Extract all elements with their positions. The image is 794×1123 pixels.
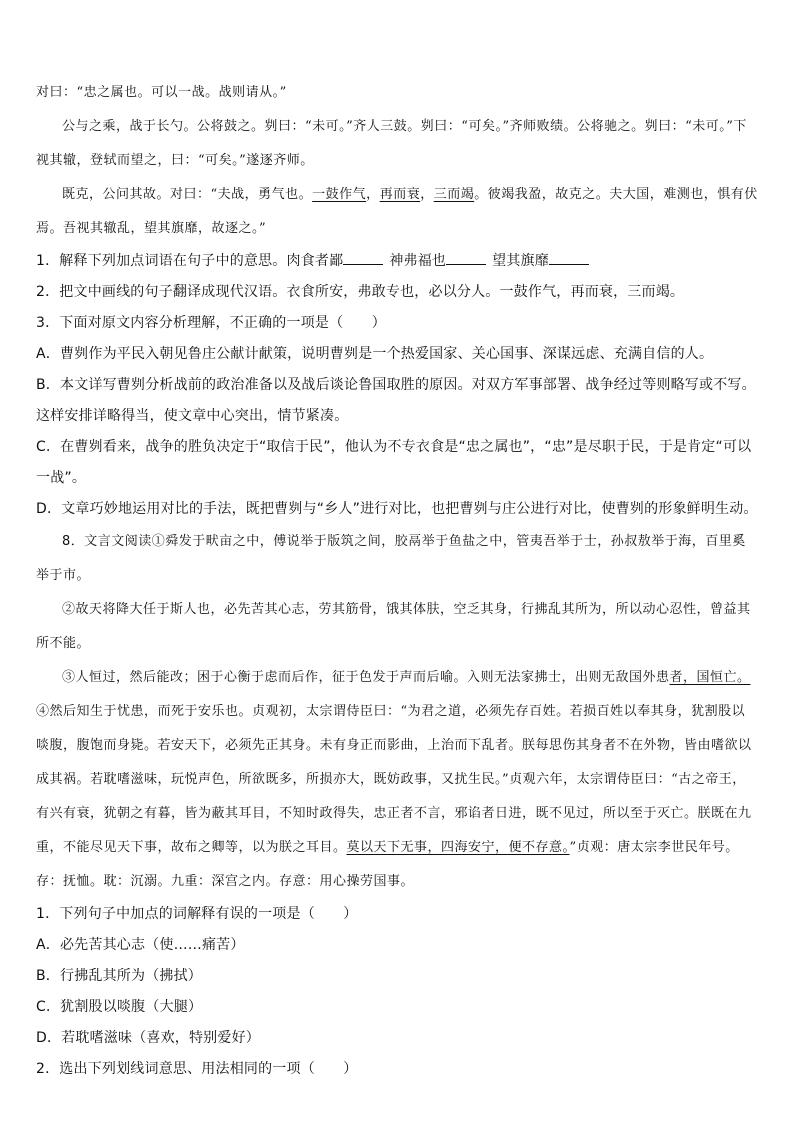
passage-paragraph-2 (36, 178, 758, 246)
option-a: A．曹刿作为平民入朝见鲁庄公献计献策，说明曹刿是一个热爱国家、关心国事、深谋远虑、充满自信的人。 (36, 346, 714, 362)
section-8-paragraph-4 (36, 695, 758, 899)
passage-line-0: 对曰：“忠之属也。可以一战。战则请从。” (36, 85, 287, 100)
sub-option-c: C．犹割股以啖腹（大腿） (36, 999, 203, 1015)
passage-text: ①舜发于畎亩之中，傅说举于版筑之间，胶鬲举于鱼盐之中，管夷吾举于士，孙叔敖举于海，百里奚举于市。 (36, 534, 746, 583)
annotation-note: 贞观：唐太宗李世民年号。存：抚恤。耽：沉溺。九重：深宫之内。存意：用心操劳国事。 (36, 840, 739, 889)
question-1-prefix: 1．解释下列加点词语在句子中的意思。 (36, 253, 287, 269)
answer-blank[interactable] (549, 250, 589, 265)
sub-option-d: D．若耽嗜滋味（喜欢，特别爱好） (36, 1030, 260, 1046)
term-b: 神弗福也 (389, 253, 447, 269)
question-3-stem: 3．下面对原文内容分析理解，不正确的一项是（ ） (36, 315, 386, 331)
section-8-paragraph-1 (36, 525, 758, 593)
document-page (36, 76, 758, 1085)
answer-blank[interactable] (446, 250, 486, 265)
underlined-phrase: 三而竭 (433, 187, 475, 202)
underlined-phrase: 莫以天下无事，四海安宁，便不存意。 (346, 840, 570, 855)
question-1 (36, 246, 758, 277)
sub-question-1-stem: 1．下列句子中加点的词解释有误的一项是（ ） (36, 906, 358, 922)
passage-text: 。彼竭我盈，故克之。夫大国，难测也，惧有伏焉。吾视其辙乱，望其旗靡，故逐之。” (36, 187, 758, 236)
option-c: C．在曹刿看来，战争的胜负决定于“取信于民”，他认为不专衣食是“忠之属也”，“忠”是尽职于民，于是肯定“可以一战”。 (36, 439, 752, 486)
section-8-paragraph-2: ②故天将降大任于斯人也，必先苦其心志，劳其筋骨，饿其体肤，空乏其身，行拂乱其所为，所以动心忍性，曾益其所不能。 (36, 602, 751, 651)
term-c: 望其旗靡 (492, 253, 549, 269)
punctuation: ， (420, 187, 434, 202)
sub-option-a: A．必先苦其心志（使……痛苦） (36, 937, 245, 953)
option-b: B．本文详写曹刿分析战前的政治准备以及战后谈论鲁国取胜的原因。对双方军事部署、战争经过等则略写或不写。这样安排详略得当，使文章中心突出，情节紧凑。 (36, 377, 756, 424)
sub-option-b: B．行拂乱其所为（拂拭） (36, 968, 203, 984)
underlined-phrase: 一鼓作气 (312, 187, 367, 202)
option-d: D．文章巧妙地运用对比的手法，既把曹刿与“乡人”进行对比，也把曹刿与庄公进行对比，使曹刿的形象鲜明生动。 (36, 501, 758, 517)
answer-blank[interactable] (343, 250, 383, 265)
underlined-phrase: 再而衰 (379, 187, 421, 202)
section-8-paragraph-3 (36, 661, 758, 695)
passage-paragraph-1: 公与之乘，战于长勺。公将鼓之。刿曰：“未可。”齐人三鼓。刿曰：“可矣。”齐师败绩。公将驰之。刿曰：“未可。”下视其辙，登轼而望之，曰：“可矣。”遂逐齐师。 (36, 119, 747, 168)
punctuation: ” (569, 840, 577, 855)
passage-text: ④然后知生于忧患，而死于安乐也。贞观初，太宗谓侍臣曰：“为君之道，必须先存百姓。若损百姓以奉其身，犹割股以啖腹，腹饱而身毙。若安天下，必须先正其身。未有身正而影曲，上治而下乱者。朕每思伤其身者不在外物，皆由嗜欲以成其祸。若耽嗜滋味，玩悦声色，所欲既多，所损亦大，既妨政事，又扰生民。”贞观六年，太宗谓侍臣曰：“古之帝王，有兴有衰，犹朝之有暮，皆为蔽其耳目，不知时政得失，忠正者不言，邪谄者日进，既不见过，所以至于灭亡。朕既在九重，不能尽见天下事，故布之卿等，以为朕之耳目。 (36, 704, 752, 855)
passage-text: ③人恒过，然后能改；困于心衡于虑而后作，征于色发于声而后喻。入则无法家拂士，出则无敌国外患 (62, 670, 670, 685)
punctuation: ， (366, 187, 380, 202)
question-2: 2．把文中画线的句子翻译成现代汉语。衣食所安，弗敢专也，必以分人。一鼓作气，再而衰，三而竭。 (36, 284, 685, 300)
section-8-title: 8．文言文阅读 (62, 534, 152, 549)
underlined-phrase: 者，国恒亡。 (669, 670, 751, 685)
sub-question-2-stem: 2．选出下列划线词意思、用法相同的一项（ ） (36, 1061, 358, 1077)
term-a: 肉食者鄙 (286, 253, 344, 269)
passage-text: 既克，公问其故。对曰：“夫战，勇气也。 (62, 187, 313, 202)
